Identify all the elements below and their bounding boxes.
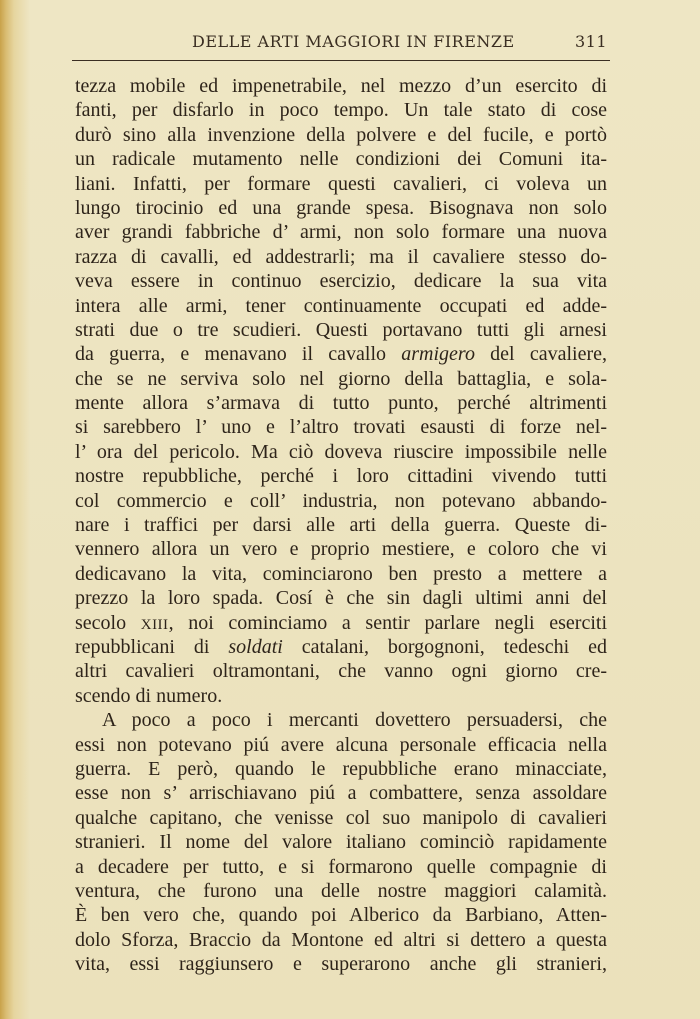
text-line: altri cavalieri oltramontani, che vanno ogni giorno cre- [75,660,607,683]
text-line: intera alle armi, tener continuamente occupati ed adde- [75,294,607,317]
text-line: A poco a poco i mercanti dovettero persuadersi, che [102,709,607,732]
text-line: qualche capitano, che venisse col suo manipolo di cavalieri [75,806,607,829]
text-line: lungo tirocinio ed una grande spesa. Bisognava non solo [75,196,607,219]
text-line: col commercio e coll’ industria, non potevano abbando- [75,489,607,512]
text-line: durò sino alla invenzione della polvere e del fucile, e portò [75,123,607,146]
header-rule [72,60,610,61]
text-line [75,611,607,635]
text-segment: catalani, borgognoni, tedeschi ed [282,635,607,658]
text-line: strati due o tre scudieri. Questi portavano tutti gli arnesi [75,318,607,341]
text-line: dolo Sforza, Braccio da Montone ed altri si dettero a questa [75,928,607,951]
text-segment: , noi cominciamo a sentir parlare negli eserciti [168,611,607,634]
text-line: prezzo la loro spada. Cosí è che sin dagli ultimi anni del [75,587,607,610]
text-line: nostre repubbliche, perché i loro cittadini vivendo tutti [75,465,607,488]
text-line: liani. Infatti, per formare questi cavalieri, ci voleva un [75,172,607,195]
text-line: nare i traffici per darsi alle arti della guerra. Queste di- [75,514,607,537]
text-line: mente allora s’armava di tutto punto, perché altrimenti [75,392,607,415]
text-line: dedicavano la vita, cominciarono ben presto a mettere a [75,562,607,585]
text-line: guerra. E però, quando le repubbliche erano minacciate, [75,757,607,780]
italic-word: soldati [228,635,283,658]
running-title: DELLE ARTI MAGGIORI IN FIRENZE [192,32,515,51]
text-line: si sarebbero l’ uno e l’altro trovati esausti di forze nel- [75,416,607,439]
text-line: fanti, per disfarlo in poco tempo. Un tale stato di cose [75,99,607,122]
text-line: vita, essi raggiunsero e superarono anche gli stranieri, [75,953,607,976]
italic-word: armigero [401,343,475,366]
text-line [75,342,607,366]
page-header [75,30,607,56]
text-line [75,635,607,659]
text-line: stranieri. Il nome del valore italiano cominciò rapidamente [75,831,607,854]
page-number: 311 [574,32,607,51]
text-line: scendo di numero. [75,684,223,707]
text-line: vennero allora un vero e proprio mestiere, e coloro che vi [75,538,607,561]
text-line: veva essere in continuo esercizio, dedicare la sua vita [75,270,607,293]
text-line: È ben vero che, quando poi Alberico da Barbiano, Atten- [75,904,607,927]
text-line: che se ne serviva solo nel giorno della battaglia, e sola- [75,367,607,390]
text-segment: secolo [75,611,141,634]
text-segment: repubblicani di [75,635,229,658]
text-line: l’ ora del pericolo. Ma ciò doveva riuscire impossibile nelle [75,440,607,463]
body-text [75,74,607,976]
text-line: un radicale mutamento nelle condizioni dei Comuni ita- [75,148,607,171]
text-line: esse non s’ arrischiavano piú a combattere, senza assoldare [75,782,607,805]
text-line: essi non potevano piú avere alcuna personale efficacia nella [75,733,607,756]
text-segment: del cavaliere, [474,343,608,366]
text-segment: da guerra, e menavano il cavallo [75,343,402,366]
text-line: ventura, che furono una delle nostre maggiori calamità. [75,879,607,902]
text-line: tezza mobile ed impenetrabile, nel mezzo d’un esercito di [75,75,607,97]
roman-numeral: XIII [140,616,169,633]
text-line: aver grandi fabbriche d’ armi, non solo formare una nuova [75,221,607,244]
text-line: razza di cavalli, ed addestrarli; ma il cavaliere stesso do- [75,245,607,268]
text-line: a decadere per tutto, e si formarono quelle compagnie di [75,855,607,878]
